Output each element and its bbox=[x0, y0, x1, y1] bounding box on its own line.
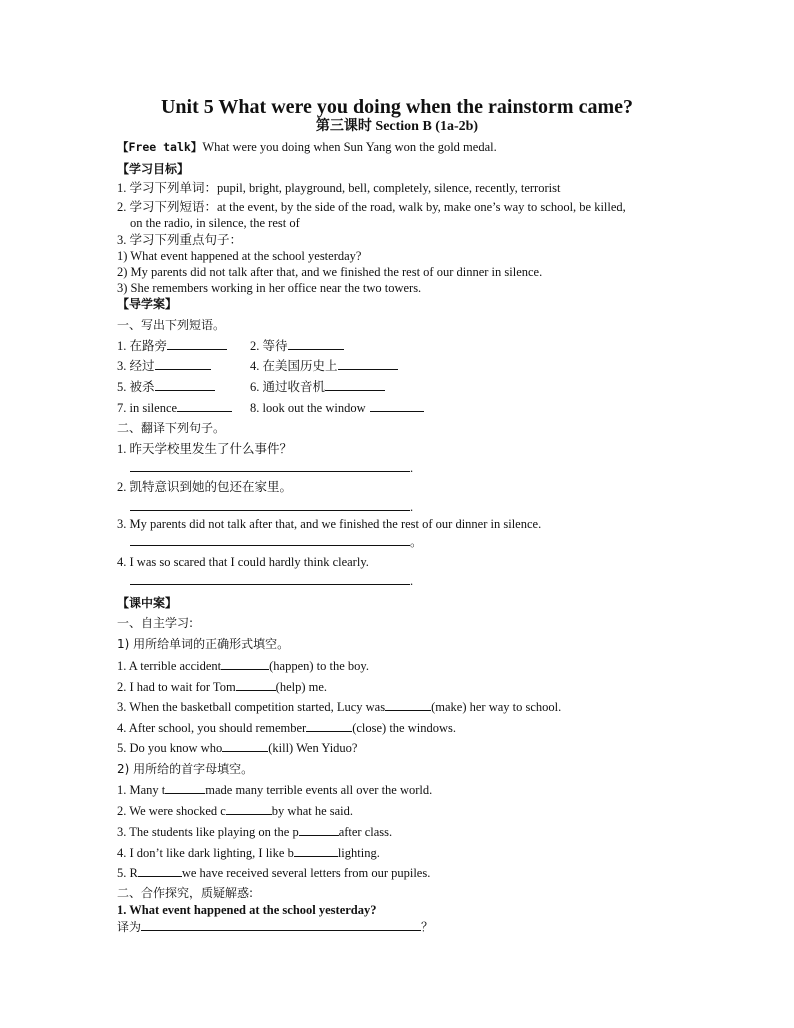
translation-answer-line: . bbox=[130, 499, 413, 515]
free-talk-text: What were you doing when Sun Yang won the gold medal. bbox=[202, 140, 497, 154]
class-part2-title: 二、合作探究，质疑解惑: bbox=[117, 886, 254, 900]
fill-word-item: 1. A terrible accident (happen) to the boy. bbox=[117, 659, 369, 673]
phrase-label: 1. 在路旁 bbox=[117, 339, 168, 353]
fill-word-item: 2. I had to wait for Tom (help) me. bbox=[117, 680, 328, 694]
class-heading: 【课中案】 bbox=[117, 596, 178, 610]
fill-word-item: 4. After school, you should remember (close) the windows. bbox=[117, 721, 456, 735]
phrase-item bbox=[250, 338, 344, 354]
guide-part1-title: 一、写出下列短语。 bbox=[117, 318, 226, 332]
translation-prompt: 3. My parents did not talk after that, and we finished the rest of our dinner in silence. bbox=[117, 517, 542, 531]
class-part1-title: 一、自主学习: bbox=[117, 616, 194, 630]
phrase-item bbox=[117, 400, 232, 416]
fill-letter-item: 5. R we have received several letters from our pupiles. bbox=[117, 866, 431, 880]
guide-heading: 【导学案】 bbox=[117, 297, 178, 311]
objectives-words: 1. 学习下列单词：pupil, bright, playground, bell, completely, silence, recently, terrorist bbox=[117, 181, 561, 195]
fill-word-item: 5. Do you know who (kill) Wen Yiduo? bbox=[117, 741, 358, 755]
phrase-item bbox=[250, 400, 424, 416]
answer-blank[interactable] bbox=[138, 865, 182, 877]
answer-blank[interactable] bbox=[130, 534, 410, 546]
phrase-label: 2. 等待 bbox=[250, 339, 288, 353]
answer-blank[interactable] bbox=[177, 400, 232, 412]
answer-blank[interactable] bbox=[155, 358, 211, 370]
answer-blank[interactable] bbox=[222, 740, 268, 752]
phrase-item bbox=[250, 358, 398, 374]
fill-letter-item: 3. The students like playing on the p after class. bbox=[117, 825, 393, 839]
objective-sentence-3: 3) She remembers working in her office near the two towers. bbox=[117, 281, 422, 295]
page-subtitle: 第三课时 Section B (1a-2b) bbox=[315, 119, 479, 134]
answer-blank[interactable] bbox=[141, 919, 421, 931]
fill-letter-item: 2. We were shocked c by what he said. bbox=[117, 804, 354, 818]
answer-blank[interactable] bbox=[221, 658, 269, 670]
objectives-heading: 【学习目标】 bbox=[117, 162, 190, 176]
answer-blank[interactable] bbox=[165, 782, 205, 794]
page-title: Unit 5 What were you doing when the rainstorm came? bbox=[160, 96, 634, 118]
objectives-phrases-2: on the radio, in silence, the rest of bbox=[130, 216, 300, 230]
answer-blank[interactable] bbox=[155, 379, 215, 391]
class-sub1-title: 1) 用所给单词的正确形式填空。 bbox=[117, 637, 290, 651]
answer-blank[interactable] bbox=[385, 699, 431, 711]
phrase-label: 7. in silence bbox=[117, 401, 178, 415]
phrase-label: 4. 在美国历史上 bbox=[250, 359, 338, 373]
phrase-label: 8. look out the window bbox=[250, 401, 366, 415]
fill-letter-item: 4. I don’t like dark lighting, I like b lighting. bbox=[117, 846, 380, 860]
answer-blank[interactable] bbox=[306, 720, 352, 732]
phrase-label: 6. 通过收音机 bbox=[250, 380, 326, 394]
answer-blank[interactable] bbox=[226, 803, 272, 815]
answer-blank[interactable] bbox=[167, 338, 227, 350]
answer-blank[interactable] bbox=[299, 824, 339, 836]
objectives-phrases-1: 2. 学习下列短语：at the event, by the side of the road, walk by, make one’s way to school, be killed, bbox=[117, 200, 626, 214]
free-talk-label: 【Free talk】 bbox=[117, 140, 203, 154]
objective-sentence-1: 1) What event happened at the school yesterday? bbox=[117, 249, 362, 263]
translation-prompt: 4. I was so scared that I could hardly think clearly. bbox=[117, 555, 369, 569]
answer-blank[interactable] bbox=[130, 460, 410, 472]
free-talk-line bbox=[117, 139, 497, 155]
answer-blank[interactable] bbox=[338, 358, 398, 370]
translation-prompt: 2. 凯特意识到她的包还在家里。 bbox=[117, 480, 293, 494]
class-sub2-title: 2) 用所给的首字母填空。 bbox=[117, 762, 254, 776]
answer-blank[interactable] bbox=[130, 573, 410, 585]
phrase-item bbox=[250, 379, 385, 395]
phrase-label: 3. 经过 bbox=[117, 359, 155, 373]
translation-answer-line: . bbox=[130, 573, 413, 589]
question-text: 1. What event happened at the school yesterday? bbox=[117, 903, 377, 917]
answer-blank[interactable] bbox=[130, 499, 410, 511]
translation-prompt: 1. 昨天学校里发生了什么事件？ bbox=[117, 442, 293, 456]
phrase-item bbox=[117, 338, 227, 354]
answer-blank[interactable] bbox=[288, 338, 344, 350]
answer-blank[interactable] bbox=[370, 400, 424, 412]
fill-letter-item: 1. Many t made many terrible events all over the world. bbox=[117, 783, 433, 797]
translate-line: 译为 ？ bbox=[117, 920, 434, 934]
answer-blank[interactable] bbox=[236, 679, 276, 691]
translation-answer-line: . bbox=[130, 460, 413, 476]
phrase-label: 5. 被杀 bbox=[117, 380, 155, 394]
answer-blank[interactable] bbox=[325, 379, 385, 391]
objective-sentence-2: 2) My parents did not talk after that, and we finished the rest of our dinner in silence. bbox=[117, 265, 543, 279]
answer-blank[interactable] bbox=[294, 845, 338, 857]
fill-word-item: 3. When the basketball competition started, Lucy was (make) her way to school. bbox=[117, 700, 562, 714]
phrase-item bbox=[117, 358, 211, 374]
translation-answer-line: 。 bbox=[130, 534, 423, 550]
objectives-sentences-label: 3. 学习下列重点句子： bbox=[117, 233, 243, 247]
phrase-item bbox=[117, 379, 215, 395]
guide-part2-title: 二、翻译下列句子。 bbox=[117, 421, 226, 435]
